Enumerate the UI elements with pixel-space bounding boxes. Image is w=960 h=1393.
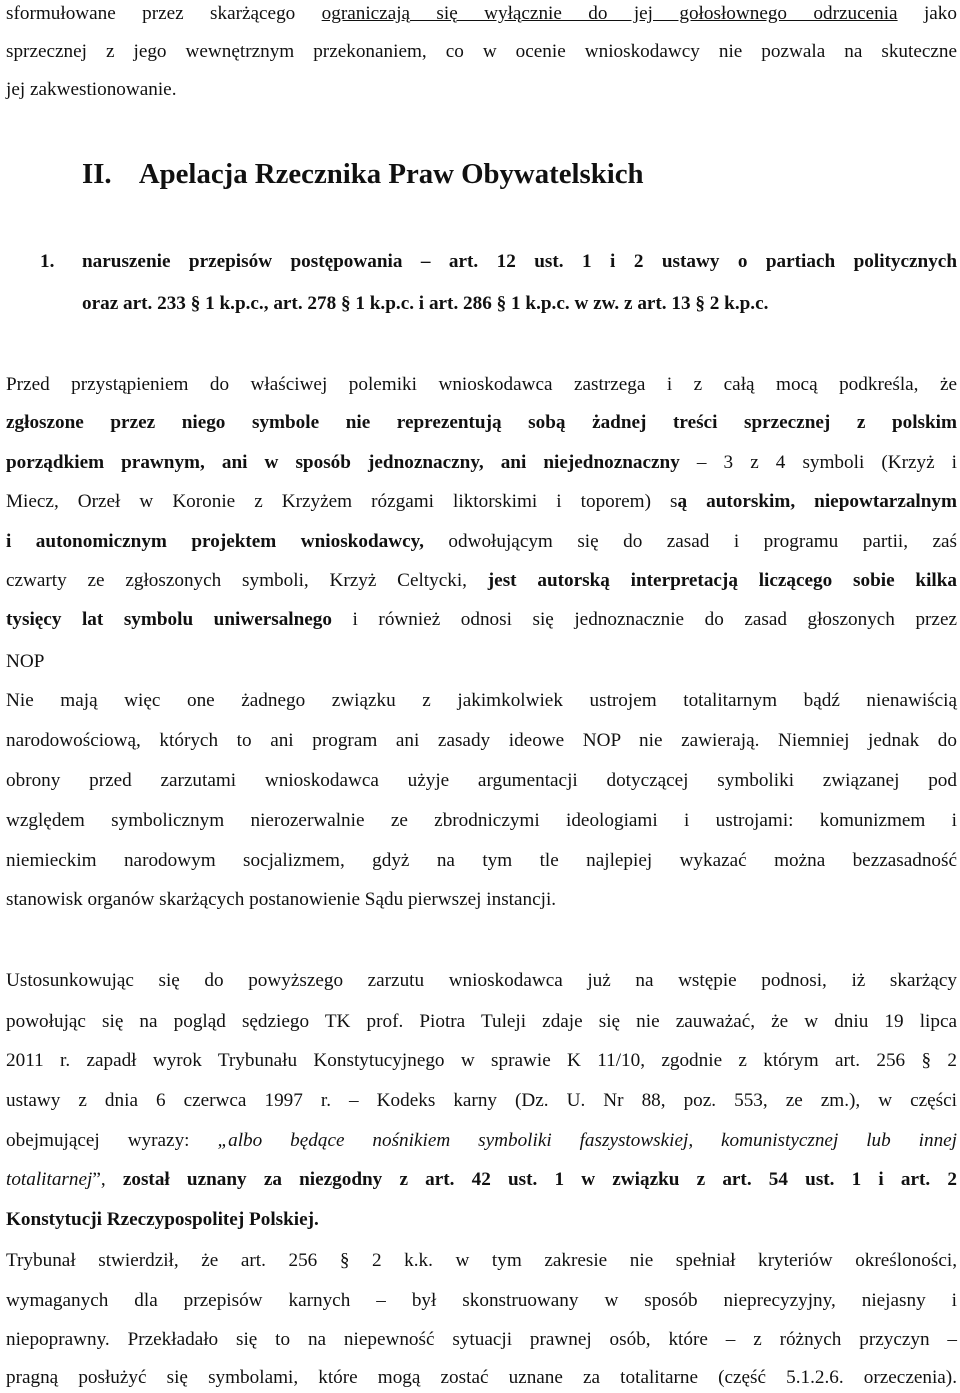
p4-line-2: wymaganych dla przepisów karnych – był skonstruowany w sposób nieprecyzyjny, niejasny i bbox=[6, 1290, 957, 1311]
section-title: Apelacja Rzecznika Praw Obywatelskich bbox=[138, 158, 644, 190]
p1-line-3 bbox=[6, 451, 957, 475]
p2-line-6: stanowisk organów skarżących postanowienie Sądu pierwszej instancji. bbox=[6, 889, 557, 910]
text-run: – 3 z 4 symboli (Krzyż i bbox=[696, 452, 958, 473]
bold-text: jest autorską interpretacją liczącego sobie kilka bbox=[487, 570, 958, 591]
point-1-line-1: naruszenie przepisów postępowania – art. 12 ust. 1 i 2 ustawy o partiach politycznych bbox=[82, 251, 957, 272]
p1-line-1: Przed przystąpieniem do właściwej polemiki wnioskodawca zastrzega i z całą mocą podkreśla, że bbox=[6, 374, 957, 395]
text-run: i również odnosi się jednoznacznie do zasad głoszonych przez bbox=[352, 609, 957, 630]
p1-line-8: NOP bbox=[6, 651, 45, 672]
p4-line-1: Trybunał stwierdził, że art. 256 § 2 k.k. w tym zakresie nie spełniał kryteriów określoności, bbox=[6, 1250, 957, 1271]
intro-line-2: sprzecznej z jego wewnętrznym przekonaniem, co w ocenie wnioskodawcy nie pozwala na skuteczne bbox=[6, 41, 957, 62]
intro-line-1 bbox=[6, 2, 957, 26]
p1-line-4 bbox=[6, 490, 957, 514]
bold-text: został uznany za niezgodny z art. 42 ust. 1 w związku z art. 54 ust. 1 i art. 2 bbox=[122, 1169, 958, 1190]
bold-text: tysięcy lat symbolu uniwersalnego bbox=[6, 609, 332, 630]
text-run: Miecz, Orzeł w Koronie z Krzyżem rózgami liktorskimi i toporem) s bbox=[6, 491, 678, 512]
p2-line-4: względem symbolicznym nierozerwalnie ze zbrodniczymi ideologiami i ustrojami: komunizmem i bbox=[6, 810, 957, 831]
italic-quote: „albo będące nośnikiem symboliki faszystowskiej, komunistycznej lub innej bbox=[217, 1130, 958, 1151]
p4-line-3: niepoprawny. Przekładało się to na niepewność sytuacji prawnej osób, które – z różnych przyczyn – bbox=[6, 1329, 957, 1350]
p3-line-5 bbox=[6, 1129, 957, 1153]
p1-line-6 bbox=[6, 569, 957, 593]
p2-line-5: niemieckim narodowym socjalizmem, gdyż na tym tle najlepiej wykazać można bezzasadność bbox=[6, 850, 957, 871]
text-run: sformułowane przez skarżącego bbox=[6, 3, 296, 24]
underlined-text: ograniczają się wyłącznie do jej gołosłownego odrzucenia bbox=[321, 3, 898, 24]
p1-line-7 bbox=[6, 608, 957, 632]
bold-text: ą autorskim, niepowtarzalnym bbox=[677, 491, 958, 512]
section-heading bbox=[82, 157, 644, 191]
p3-line-1: Ustosunkowując się do powyższego zarzutu wnioskodawca już na wstępie podnosi, iż skarżący bbox=[6, 970, 957, 991]
point-1-line-2: oraz art. 233 § 1 k.p.c., art. 278 § 1 k.p.c. i art. 286 § 1 k.p.c. w zw. z art. 13 § 2 k.p.c. bbox=[82, 293, 769, 314]
p2-line-2: narodowościową, których to ani program ani zasady ideowe NOP nie zawierają. Niemniej jednak do bbox=[6, 730, 957, 751]
p3-line-2: powołując się na pogląd sędziego TK prof. Piotra Tuleji zdaje się nie zauważać, że w dniu 19 lipca bbox=[6, 1011, 957, 1032]
p3-line-7: Konstytucji Rzeczypospolitej Polskiej. bbox=[6, 1209, 319, 1230]
text-run: obejmującej wyrazy: bbox=[6, 1130, 190, 1151]
point-number: 1. bbox=[40, 251, 55, 272]
p1-line-5 bbox=[6, 530, 957, 554]
p2-line-3: obrony przed zarzutami wnioskodawca użyje argumentacji dotyczącej symboliki związanej pod bbox=[6, 770, 957, 791]
text-run: odwołującym się do zasad i programu partii, zaś bbox=[448, 531, 957, 552]
italic-quote: totalitarnej bbox=[6, 1169, 93, 1190]
text-run: jako bbox=[923, 3, 957, 24]
bold-text: i autonomicznym projektem wnioskodawcy, bbox=[6, 531, 424, 552]
p3-line-4: ustawy z dnia 6 czerwca 1997 r. – Kodeks karny (Dz. U. Nr 88, poz. 553, ze zm.), w części bbox=[6, 1090, 957, 1111]
text-run: ”, bbox=[92, 1169, 106, 1190]
text-run: czwarty ze zgłoszonych symboli, Krzyż Celtycki, bbox=[6, 570, 467, 591]
intro-line-3: jej zakwestionowanie. bbox=[6, 79, 177, 100]
p2-line-1: Nie mają więc one żadnego związku z jakimkolwiek ustrojem totalitarnym bądź nienawiścią bbox=[6, 690, 957, 711]
p3-line-6 bbox=[6, 1168, 957, 1192]
p4-line-4: pragną posłużyć się symbolami, które mogą zostać uznane za totalitarne (część 5.1.2.6. orzeczenia). bbox=[6, 1367, 957, 1388]
section-number: II. bbox=[82, 158, 112, 190]
p1-line-2: zgłoszone przez niego symbole nie reprezentują sobą żadnej treści sprzecznej z polskim bbox=[6, 412, 957, 433]
p3-line-3: 2011 r. zapadł wyrok Trybunału Konstytucyjnego w sprawie K 11/10, zgodnie z którym art. 256 § 2 bbox=[6, 1050, 957, 1071]
bold-text: porządkiem prawnym, ani w sposób jednoznaczny, ani niejednoznaczny bbox=[6, 452, 680, 473]
